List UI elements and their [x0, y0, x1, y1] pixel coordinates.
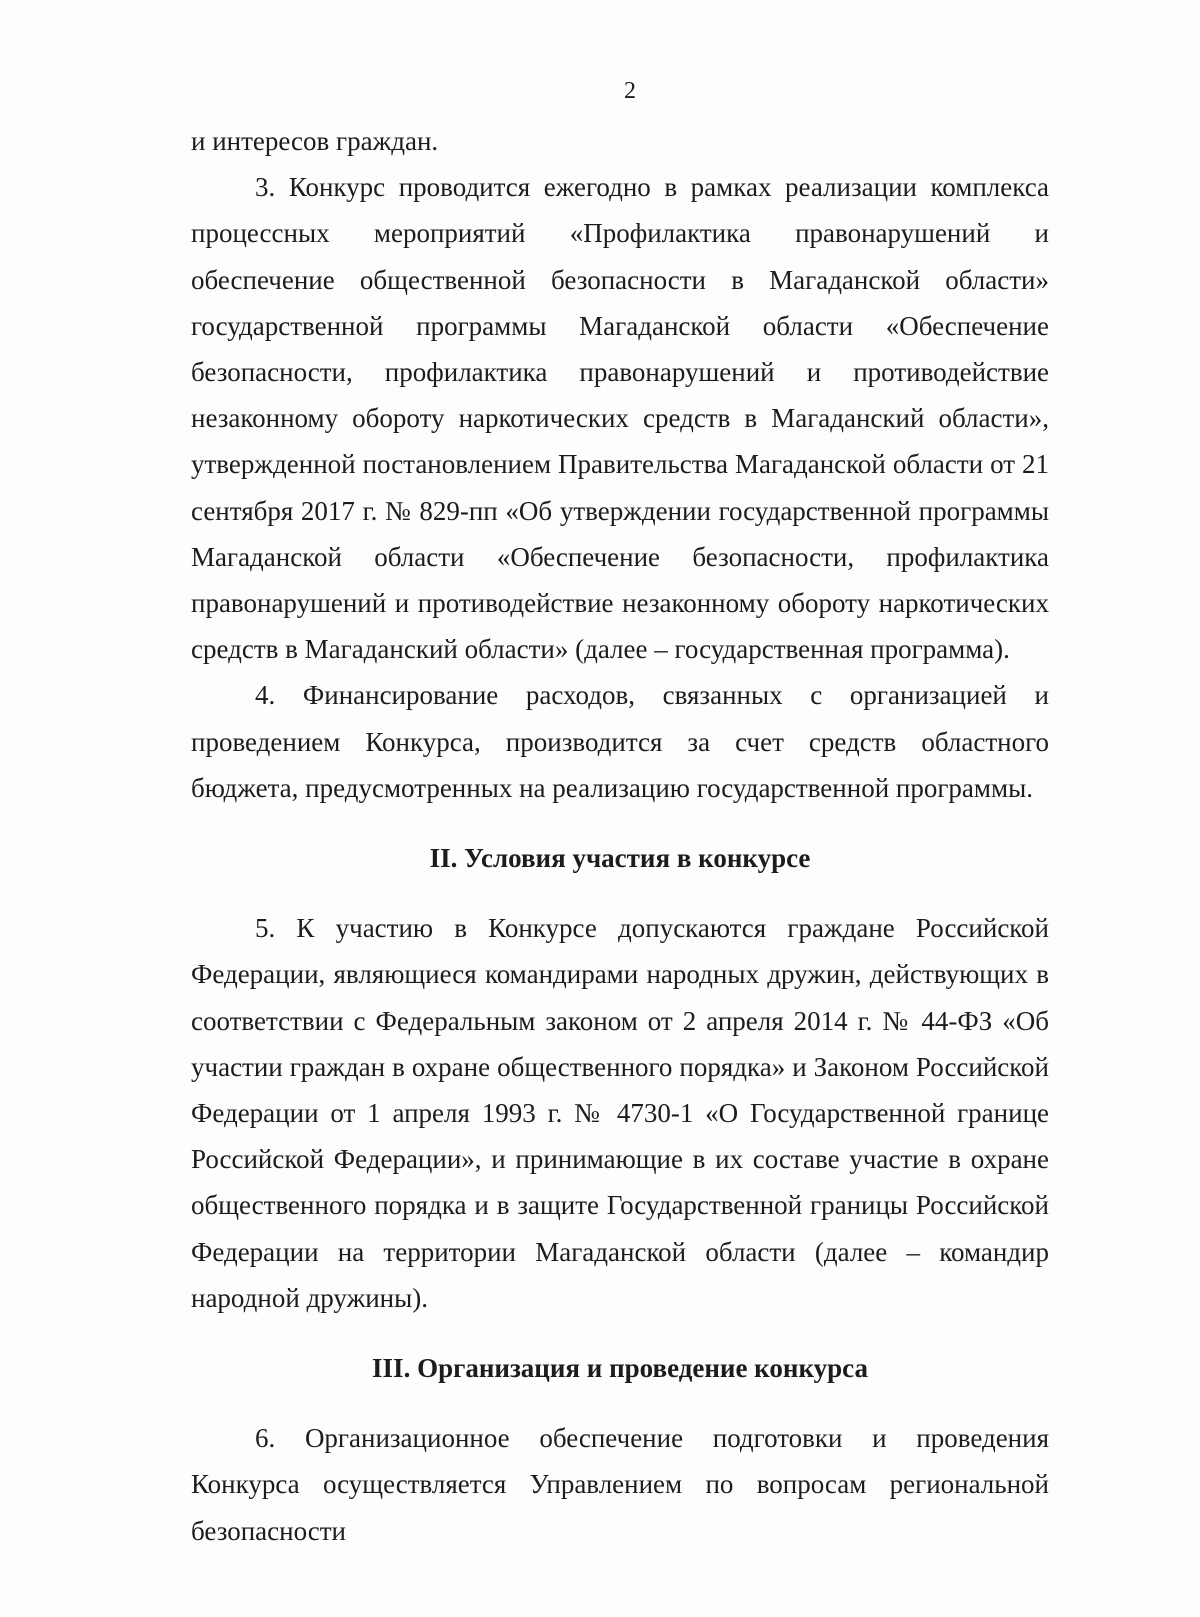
- section-title-3: III. Организация и проведение конкурса: [372, 1353, 868, 1384]
- page-number: 2: [624, 78, 636, 104]
- paragraph-3: 3. Конкурс проводится ежегодно в рамках реализации комплекса процессных мероприятий «Профилактика правонарушений и обеспечение общественной безопасности в Магаданской области» государственной программы Магаданской области «Обеспечение безопасности, профилактика правонарушений и противодействие незаконному обороту наркотических средств в Магаданский области», утвержденной постановлением Правительства Магаданской области от 21 сентября 2017 г. № 829-пп «Об утверждении государственной программы Магаданской области «Обеспечение безопасности, профилактика правонарушений и противодействие незаконному обороту наркотических средств в Магаданский области» (далее – государственная программа).: [191, 172, 1049, 665]
- document-body: [191, 118, 1049, 1554]
- paragraph-5: 5. К участию в Конкурсе допускаются граждане Российской Федерации, являющиеся командирами народных дружин, действующих в соответствии с Федеральным законом от 2 апреля 2014 г. № 44-ФЗ «Об участии граждан в охране общественного порядка» и Законом Российской Федерации от 1 апреля 1993 г. № 4730-1 «О Государственной границе Российской Федерации», и принимающие в их составе участие в охране общественного порядка и в защите Государственной границы Российской Федерации на территории Магаданской области (далее – командир народной дружины).: [191, 913, 1049, 1313]
- paragraph-continuation: и интересов граждан.: [191, 126, 439, 156]
- paragraph-4: 4. Финансирование расходов, связанных с организацией и проведением Конкурса, производится за счет средств областного бюджета, предусмотренных на реализацию государственной программы.: [191, 680, 1049, 803]
- section-title-2: II. Условия участия в конкурсе: [429, 843, 811, 874]
- paragraph-6: 6. Организационное обеспечение подготовки и проведения Конкурса осуществляется Управлением по вопросам региональной безопасности: [191, 1423, 1049, 1546]
